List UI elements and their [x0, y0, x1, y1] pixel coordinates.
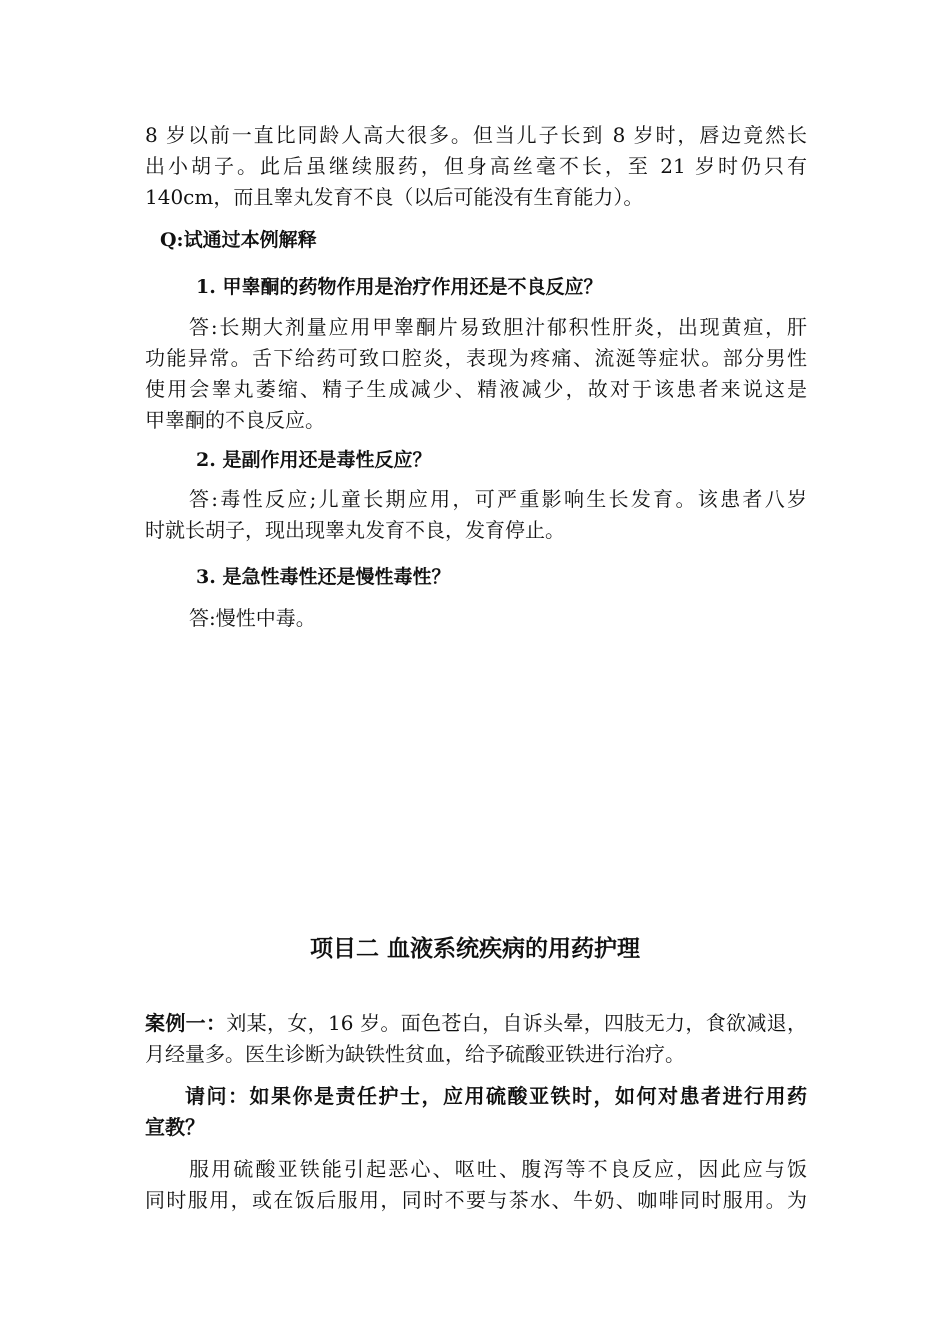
case-paragraph: [145, 1008, 807, 1070]
ask-line: 宣教？: [145, 1115, 205, 1139]
intro-line: 出小胡子。此后虽继续服药，但身高丝毫不长，至 21 岁时仍只有: [145, 154, 807, 178]
case-label: 案例一：: [145, 1011, 227, 1035]
answer-line: 答:长期大剂量应用甲睾酮片易致胆汁郁积性肝炎，出现黄疸，肝: [189, 315, 807, 339]
response-line: 服用硫酸亚铁能引起恶心、呕吐、腹泻等不良反应，因此应与饭: [189, 1157, 807, 1181]
question-1-title: 1. 甲睾酮的药物作用是治疗作用还是不良反应？: [196, 276, 603, 298]
case-line: [145, 1008, 807, 1039]
response-paragraph: [145, 1154, 807, 1216]
response-line: 同时服用，或在饭后服用，同时不要与茶水、牛奶、咖啡同时服用。为: [145, 1188, 807, 1212]
answer-line: 答:毒性反应;儿童长期应用，可严重影响生长发育。该患者八岁: [189, 487, 807, 511]
intro-line: 8 岁以前一直比同龄人高大很多。但当儿子长到 8 岁时，唇边竟然长: [145, 123, 807, 147]
question-2-title: 2. 是副作用还是毒性反应？: [196, 449, 432, 471]
answer-line: 功能异常。舌下给药可致口腔炎，表现为疼痛、流涎等症状。部分男性: [145, 346, 807, 370]
section-title: 项目二 血液系统疾病的用药护理: [309, 935, 640, 962]
answer-line: 甲睾酮的不良反应。: [145, 408, 325, 432]
answer-1-paragraph: [145, 312, 807, 436]
ask-line: 请问：如果你是责任护士，应用硫酸亚铁时，如何对患者进行用药: [185, 1084, 807, 1108]
answer-line: 时就长胡子，现出现睾丸发育不良，发育停止。: [145, 518, 565, 542]
answer-line: 使用会睾丸萎缩、精子生成减少、精液减少，故对于该患者来说这是: [145, 377, 807, 401]
ask-paragraph: [145, 1081, 807, 1143]
intro-paragraph: [145, 120, 807, 213]
intro-line: 140cm，而且睾丸发育不良（以后可能没有生育能力）。: [145, 185, 644, 209]
answer-2-paragraph: [145, 484, 807, 546]
question-heading: Q:试通过本例解释: [160, 229, 317, 251]
case-text: 刘某，女，16 岁。面色苍白，自诉头晕，四肢无力，食欲减退，: [226, 1011, 808, 1035]
question-3-title: 3. 是急性毒性还是慢性毒性？: [196, 566, 451, 588]
case-line: 月经量多。医生诊断为缺铁性贫血，给予硫酸亚铁进行治疗。: [145, 1042, 685, 1066]
answer-3-text: 答:慢性中毒。: [189, 606, 316, 630]
